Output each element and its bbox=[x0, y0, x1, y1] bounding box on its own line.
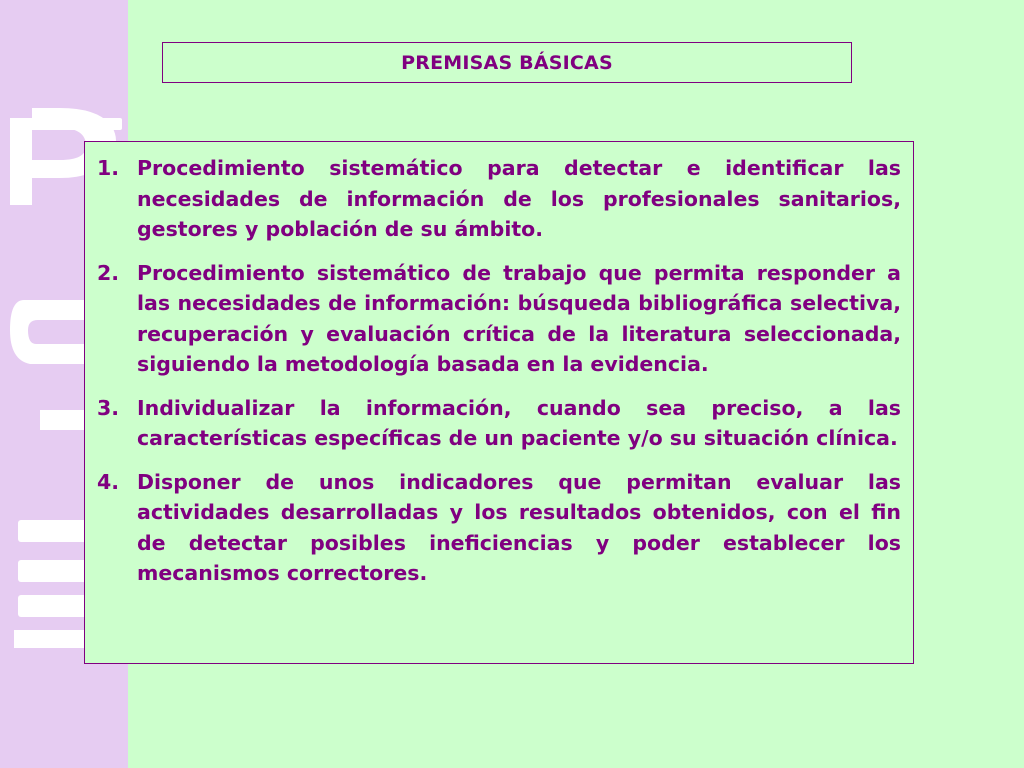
premise-number: 3. bbox=[97, 395, 120, 420]
premise-number: 4. bbox=[97, 469, 120, 494]
premise-number: 2. bbox=[97, 260, 120, 285]
premise-list bbox=[95, 153, 901, 602]
premise-text: Procedimiento sistemático para detectar e identificar las necesidades de información de los profesionales sanitarios, gestores y población de su ámbito. bbox=[137, 156, 901, 241]
premise-number: 1. bbox=[97, 156, 120, 180]
premise-text: Disponer de unos indicadores que permitan evaluar las actividades desarrolladas y los resultados obtenidos, con el fin de detectar posibles ineficiencias y poder establecer los mecanismos correctores. bbox=[137, 469, 901, 585]
premises-box bbox=[84, 141, 914, 664]
premise-text: Procedimiento sistemático de trabajo que permita responder a las necesidades de información: búsqueda bibliográfica selectiva, recuperación y evaluación crítica de la literatura seleccionada, siguiendo la metodología basada en la evidencia. bbox=[137, 260, 901, 376]
premise-item bbox=[95, 153, 901, 245]
premise-item bbox=[95, 467, 901, 589]
premise-item bbox=[95, 258, 901, 380]
premise-text: Individualizar la información, cuando sea preciso, a las características específicas de un paciente y/o su situación clínica. bbox=[137, 395, 901, 450]
title-box bbox=[162, 42, 852, 83]
premise-item bbox=[95, 393, 901, 454]
slide-title: PREMISAS BÁSICAS bbox=[401, 51, 613, 74]
